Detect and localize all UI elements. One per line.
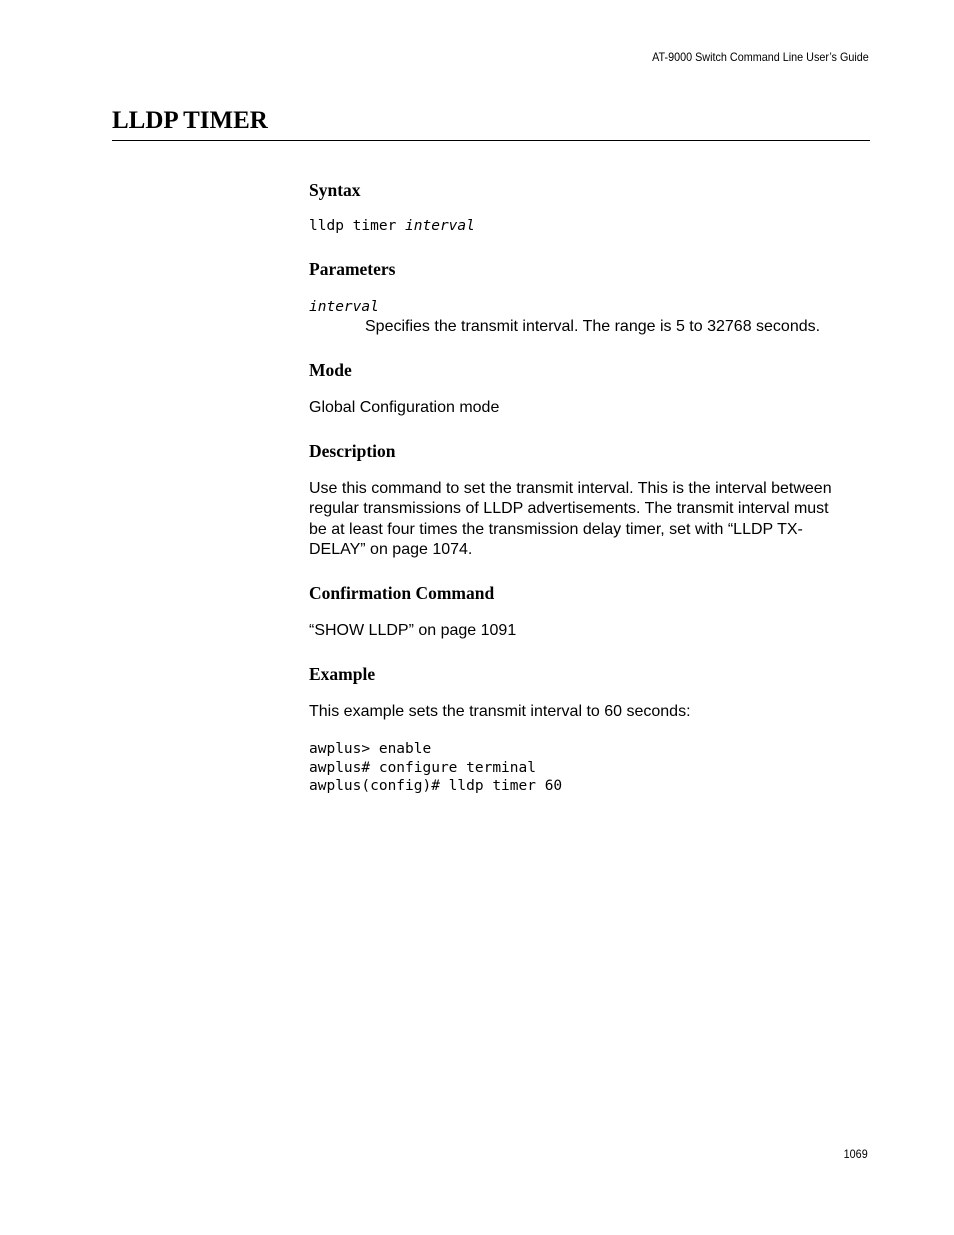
description-heading: Description — [309, 441, 396, 461]
description-line: regular transmissions of LLDP advertisements. The transmit interval must — [309, 500, 829, 518]
mode-text: Global Configuration mode — [309, 399, 500, 416]
mode-heading: Mode — [309, 360, 352, 380]
syntax-heading: Syntax — [309, 180, 361, 200]
confirmation-heading: Confirmation Command — [309, 583, 495, 603]
syntax-command — [309, 217, 475, 236]
example-intro: This example sets the transmit interval to 60 seconds: — [309, 703, 691, 720]
example-code-line: awplus> enable — [309, 741, 432, 757]
description-line: Use this command to set the transmit interval. This is the interval between — [309, 480, 832, 497]
page-title: LLDP TIMER — [112, 107, 268, 134]
parameter-name: interval — [309, 299, 379, 315]
syntax-argument: interval — [405, 218, 475, 234]
confirmation-link[interactable]: “SHOW LLDP” on page 1091 — [309, 622, 517, 639]
example-code-line: awplus(config)# lldp timer 60 — [309, 778, 563, 794]
page-number: 1069 — [843, 1147, 868, 1161]
description-line: DELAY” on page 1074. — [309, 540, 473, 558]
example-heading: Example — [309, 664, 376, 684]
running-header: AT-9000 Switch Command Line User’s Guide — [652, 50, 869, 64]
example-code-line: awplus# configure terminal — [309, 759, 536, 776]
parameter-description: Specifies the transmit interval. The range is 5 to 32768 seconds. — [365, 318, 821, 335]
syntax-command-text: lldp timer — [309, 218, 406, 234]
title-rule — [112, 140, 870, 141]
description-line: be at least four times the transmission delay timer, set with “LLDP TX- — [309, 520, 803, 538]
parameters-heading: Parameters — [309, 259, 396, 279]
description-paragraph — [309, 479, 869, 560]
